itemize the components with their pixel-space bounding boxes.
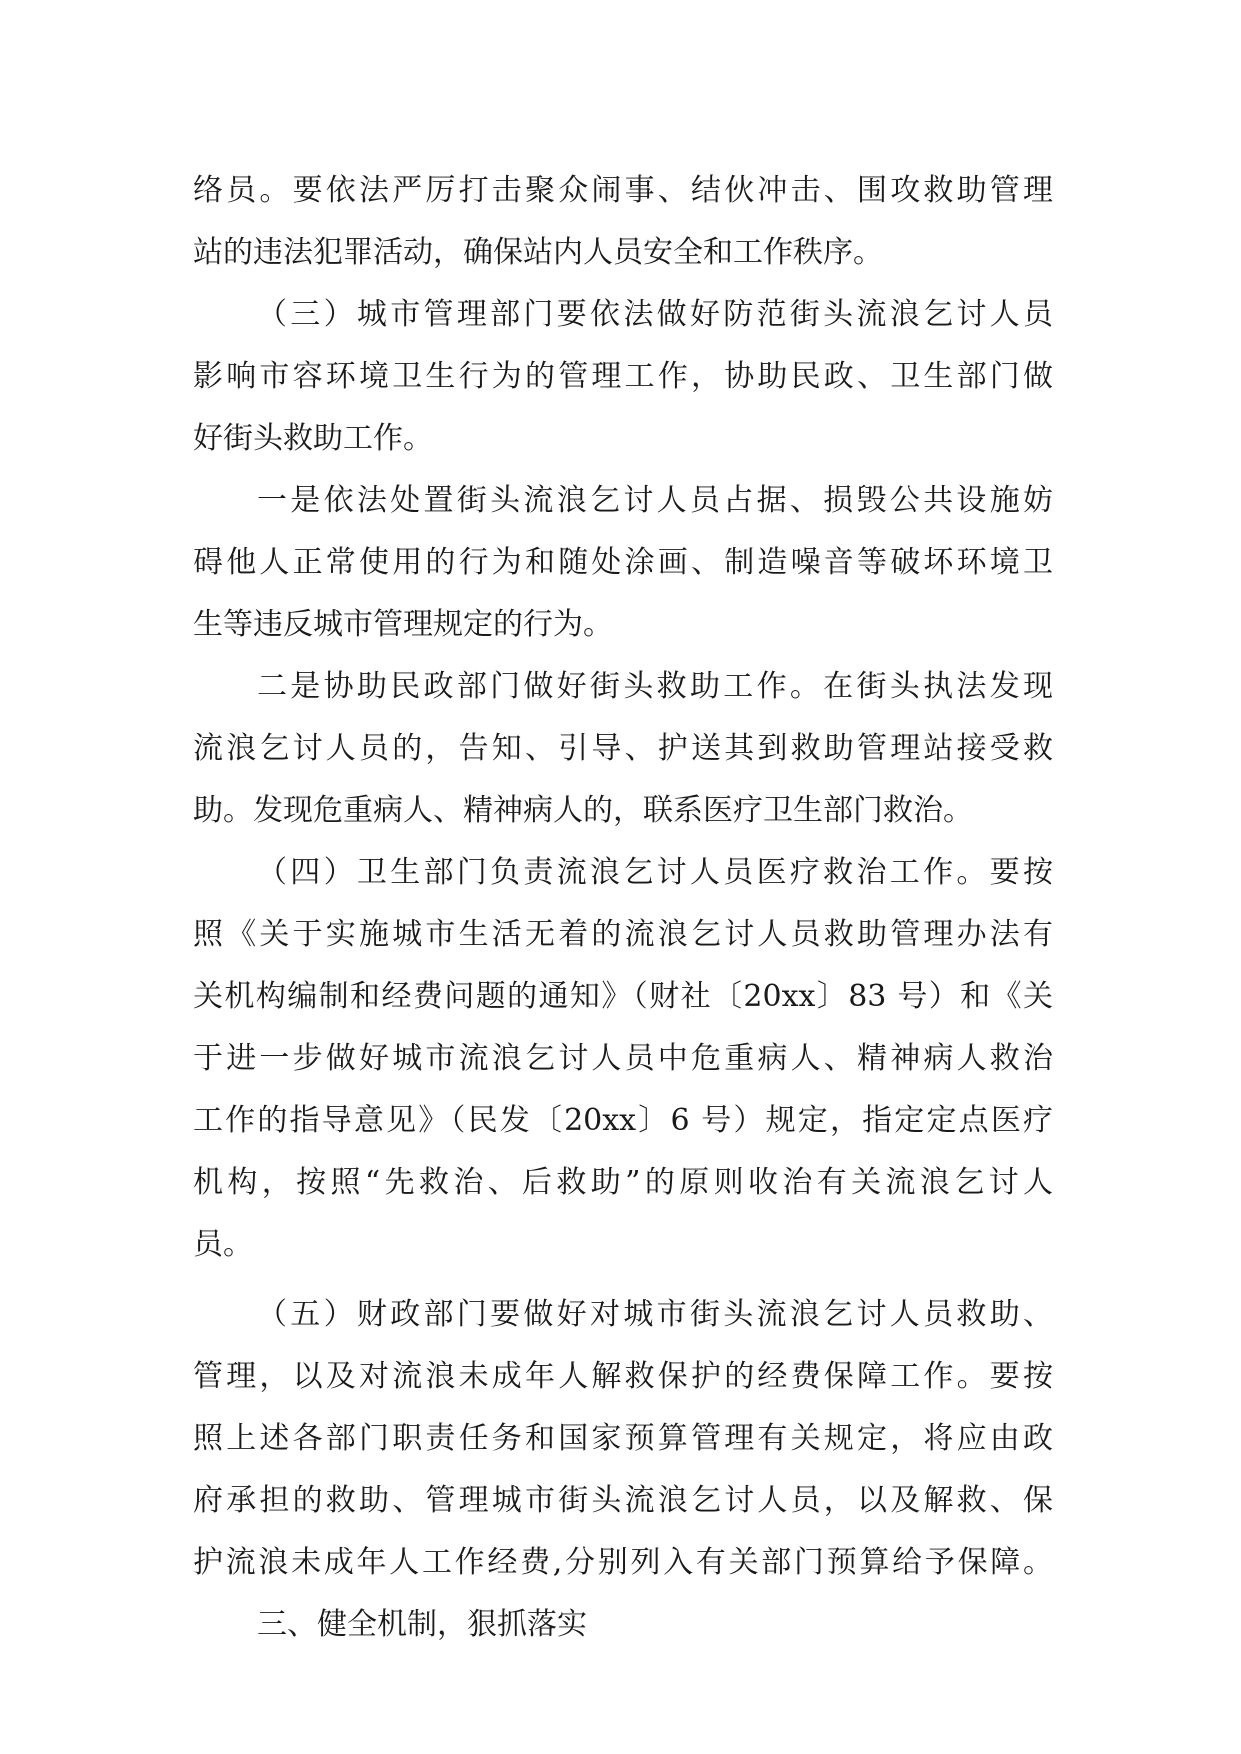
section-heading: 三、健全机制，狠抓落实 <box>257 1607 587 1642</box>
text-line: （五）财政部门要做好对城市街头流浪乞讨人员救助、 <box>257 1297 1053 1332</box>
text-line: 员。 <box>193 1227 253 1262</box>
section-heading-mechanism <box>193 1594 1053 1656</box>
paragraph-health-department <box>193 842 1053 1276</box>
text-line: 影响市容环境卫生行为的管理工作，协助民政、卫生部门做 <box>193 359 1053 394</box>
text-line: 于进一步做好城市流浪乞讨人员中危重病人、精神病人救治 <box>193 1041 1053 1076</box>
text-line: 工作的指导意见》（民发〔20xx〕6 号）规定，指定定点医疗 <box>193 1103 1053 1138</box>
text-line: 机构，按照“先救治、后救助”的原则收治有关流浪乞讨人 <box>193 1165 1053 1200</box>
text-line: 碍他人正常使用的行为和随处涂画、制造噪音等破坏环境卫 <box>193 545 1053 580</box>
text-line: 管理，以及对流浪未成年人解救保护的经费保障工作。要按 <box>193 1359 1053 1394</box>
text-line: 关机构编制和经费问题的通知》（财社〔20xx〕83 号）和《关 <box>193 979 1053 1014</box>
text-line: 护流浪未成年人工作经费,分别列入有关部门预算给予保障。 <box>193 1545 1053 1580</box>
text-line: 助。发现危重病人、精神病人的，联系医疗卫生部门救治。 <box>193 793 973 828</box>
text-line: 府承担的救助、管理城市街头流浪乞讨人员，以及解救、保 <box>193 1483 1053 1518</box>
paragraph-continuation <box>193 160 1053 284</box>
paragraph-city-management <box>193 284 1053 470</box>
text-line: 站的违法犯罪活动，确保站内人员安全和工作秩序。 <box>193 235 883 270</box>
paragraph-point-two <box>193 656 1053 842</box>
text-line: 好街头救助工作。 <box>193 421 433 456</box>
text-line: 一是依法处置街头流浪乞讨人员占据、损毁公共设施妨 <box>257 483 1053 518</box>
paragraph-finance-department <box>193 1284 1053 1594</box>
text-line: 二是协助民政部门做好街头救助工作。在街头执法发现 <box>257 669 1053 704</box>
text-line: 生等违反城市管理规定的行为。 <box>193 607 613 642</box>
text-line: （四）卫生部门负责流浪乞讨人员医疗救治工作。要按 <box>257 855 1053 890</box>
text-line: 照上述各部门职责任务和国家预算管理有关规定，将应由政 <box>193 1421 1053 1456</box>
text-line: （三）城市管理部门要依法做好防范街头流浪乞讨人员 <box>257 297 1053 332</box>
document-body <box>193 160 1053 1656</box>
text-line: 流浪乞讨人员的，告知、引导、护送其到救助管理站接受救 <box>193 731 1053 766</box>
paragraph-gap <box>193 1276 1053 1284</box>
text-line: 照《关于实施城市生活无着的流浪乞讨人员救助管理办法有 <box>193 917 1053 952</box>
text-line: 络员。要依法严厉打击聚众闹事、结伙冲击、围攻救助管理 <box>193 173 1053 208</box>
paragraph-point-one <box>193 470 1053 656</box>
